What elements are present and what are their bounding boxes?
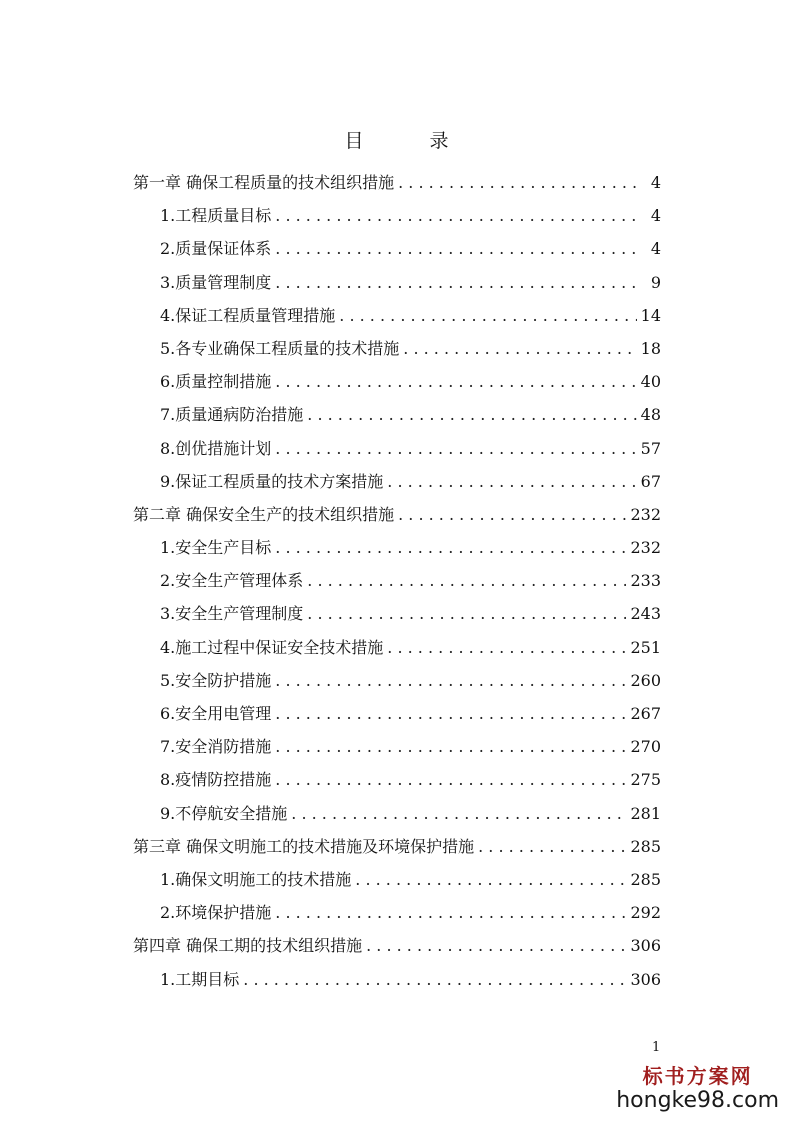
toc-entry-page-number: 40 bbox=[640, 372, 661, 392]
watermark-url-text: hongke98.com bbox=[616, 1088, 779, 1113]
toc-chapter-entry[interactable] bbox=[133, 830, 661, 863]
toc-entry-label: 5.安全防护措施 bbox=[160, 670, 272, 690]
toc-entry-page-number: 281 bbox=[630, 803, 661, 823]
toc-section-entry[interactable] bbox=[133, 531, 661, 564]
toc-entry-label: 第四章 确保工期的技术组织措施 bbox=[133, 936, 363, 956]
toc-section-entry[interactable] bbox=[133, 432, 661, 465]
toc-title: 目 录 bbox=[344, 130, 479, 152]
toc-entry-page-number: 67 bbox=[640, 471, 661, 491]
toc-dot-leader bbox=[275, 365, 636, 398]
toc-section-entry[interactable] bbox=[133, 465, 661, 498]
toc-entry-label: 2.环境保护措施 bbox=[160, 903, 272, 923]
toc-entry-page-number: 306 bbox=[630, 936, 661, 956]
toc-entry-label: 6.质量控制措施 bbox=[160, 372, 272, 392]
toc-entry-page-number: 9 bbox=[650, 272, 661, 292]
toc-dot-leader bbox=[275, 697, 626, 730]
toc-entry-label: 2.质量保证体系 bbox=[160, 239, 272, 259]
toc-section-entry[interactable] bbox=[133, 564, 661, 597]
toc-dot-leader bbox=[275, 664, 626, 697]
toc-dot-leader bbox=[339, 299, 636, 332]
toc-dot-leader bbox=[275, 896, 626, 929]
toc-entry-page-number: 4 bbox=[650, 206, 661, 226]
toc-entry-page-number: 18 bbox=[640, 338, 661, 358]
toc-section-entry[interactable] bbox=[133, 597, 661, 630]
toc-entry-page-number: 14 bbox=[640, 305, 661, 325]
toc-section-entry[interactable] bbox=[133, 299, 661, 332]
toc-entry-label: 7.质量通病防治措施 bbox=[160, 405, 304, 425]
toc-section-entry[interactable] bbox=[133, 697, 661, 730]
toc-dot-leader bbox=[291, 797, 626, 830]
toc-section-entry[interactable] bbox=[133, 365, 661, 398]
toc-entry-label: 第一章 确保工程质量的技术组织措施 bbox=[133, 173, 395, 192]
toc-dot-leader bbox=[275, 232, 639, 265]
toc-entry-page-number: 48 bbox=[640, 405, 661, 425]
toc-entry-label: 1.工期目标 bbox=[160, 969, 240, 989]
toc-entry-label: 1.确保文明施工的技术措施 bbox=[160, 869, 352, 889]
toc-entry-page-number: 285 bbox=[630, 836, 661, 856]
toc-dot-leader bbox=[398, 498, 626, 531]
toc-entry-label: 1.安全生产目标 bbox=[160, 538, 272, 558]
toc-entry-page-number: 260 bbox=[630, 670, 661, 690]
toc-entry-label: 1.工程质量目标 bbox=[160, 206, 272, 226]
watermark-logo bbox=[616, 1064, 779, 1114]
toc-entry-label: 6.安全用电管理 bbox=[160, 704, 272, 723]
toc-section-entry[interactable] bbox=[133, 631, 661, 664]
toc-entry-label: 8.创优措施计划 bbox=[160, 438, 272, 458]
toc-entry-page-number: 285 bbox=[630, 869, 661, 889]
watermark-cn-text: 标书方案网 bbox=[642, 1064, 753, 1088]
toc-section-entry[interactable] bbox=[133, 863, 661, 896]
toc-dot-leader bbox=[398, 166, 639, 199]
toc-dot-leader bbox=[387, 631, 626, 664]
toc-entry-label: 9.不停航安全措施 bbox=[160, 803, 288, 823]
toc-entry-page-number: 243 bbox=[630, 604, 661, 624]
toc-entry-label: 3.安全生产管理制度 bbox=[160, 604, 304, 624]
toc-entry-label: 第二章 确保安全生产的技术组织措施 bbox=[133, 504, 395, 524]
toc-section-entry[interactable] bbox=[133, 797, 661, 830]
toc-entry-label: 3.质量管理制度 bbox=[160, 272, 272, 292]
toc-entry-page-number: 306 bbox=[630, 969, 661, 989]
toc-dot-leader bbox=[275, 730, 626, 763]
toc-entry-label: 4.施工过程中保证安全技术措施 bbox=[160, 637, 384, 657]
toc-entry-page-number: 267 bbox=[630, 704, 661, 723]
toc-section-entry[interactable] bbox=[133, 232, 661, 265]
toc-entry-page-number: 275 bbox=[630, 770, 661, 790]
toc-dot-leader bbox=[387, 465, 636, 498]
toc-chapter-entry[interactable] bbox=[133, 498, 661, 531]
toc-section-entry[interactable] bbox=[133, 763, 661, 796]
toc-entry-page-number: 233 bbox=[630, 571, 661, 591]
toc-entry-page-number: 232 bbox=[630, 538, 661, 558]
toc-dot-leader bbox=[275, 763, 626, 796]
toc-entry-page-number: 292 bbox=[630, 903, 661, 923]
toc-list bbox=[133, 166, 661, 996]
page-number: 1 bbox=[652, 1040, 661, 1055]
toc-section-entry[interactable] bbox=[133, 266, 661, 299]
toc-entry-label: 2.安全生产管理体系 bbox=[160, 571, 304, 591]
toc-entry-label: 4.保证工程质量管理措施 bbox=[160, 305, 336, 325]
toc-entry-label: 7.安全消防措施 bbox=[160, 737, 272, 757]
toc-section-entry[interactable] bbox=[133, 398, 661, 431]
toc-section-entry[interactable] bbox=[133, 896, 661, 929]
toc-section-entry[interactable] bbox=[133, 332, 661, 365]
toc-dot-leader bbox=[307, 597, 626, 630]
toc-entry-label: 第三章 确保文明施工的技术措施及环境保护措施 bbox=[133, 836, 475, 856]
toc-dot-leader bbox=[355, 863, 626, 896]
toc-entry-label: 8.疫情防控措施 bbox=[160, 770, 272, 790]
toc-entry-page-number: 251 bbox=[630, 637, 661, 657]
toc-dot-leader bbox=[403, 332, 636, 365]
toc-entry-page-number: 232 bbox=[630, 504, 661, 524]
toc-entry-label: 9.保证工程质量的技术方案措施 bbox=[160, 471, 384, 491]
toc-section-entry[interactable] bbox=[133, 730, 661, 763]
toc-entry-page-number: 270 bbox=[630, 737, 661, 757]
toc-chapter-entry[interactable] bbox=[133, 929, 661, 962]
toc-section-entry[interactable] bbox=[133, 664, 661, 697]
toc-dot-leader bbox=[275, 266, 639, 299]
toc-dot-leader bbox=[275, 531, 626, 564]
toc-section-entry[interactable] bbox=[133, 963, 661, 996]
toc-entry-page-number: 4 bbox=[650, 239, 661, 259]
toc-dot-leader bbox=[366, 929, 626, 962]
toc-dot-leader bbox=[478, 830, 626, 863]
toc-dot-leader bbox=[275, 432, 636, 465]
toc-entry-page-number: 57 bbox=[640, 438, 661, 458]
toc-dot-leader bbox=[307, 564, 626, 597]
toc-dot-leader bbox=[307, 398, 636, 431]
toc-section-entry[interactable] bbox=[133, 199, 661, 232]
toc-dot-leader bbox=[243, 963, 626, 996]
toc-dot-leader bbox=[275, 199, 639, 232]
toc-chapter-entry[interactable] bbox=[133, 166, 661, 199]
toc-entry-page-number: 4 bbox=[650, 173, 661, 192]
toc-entry-label: 5.各专业确保工程质量的技术措施 bbox=[160, 338, 400, 358]
